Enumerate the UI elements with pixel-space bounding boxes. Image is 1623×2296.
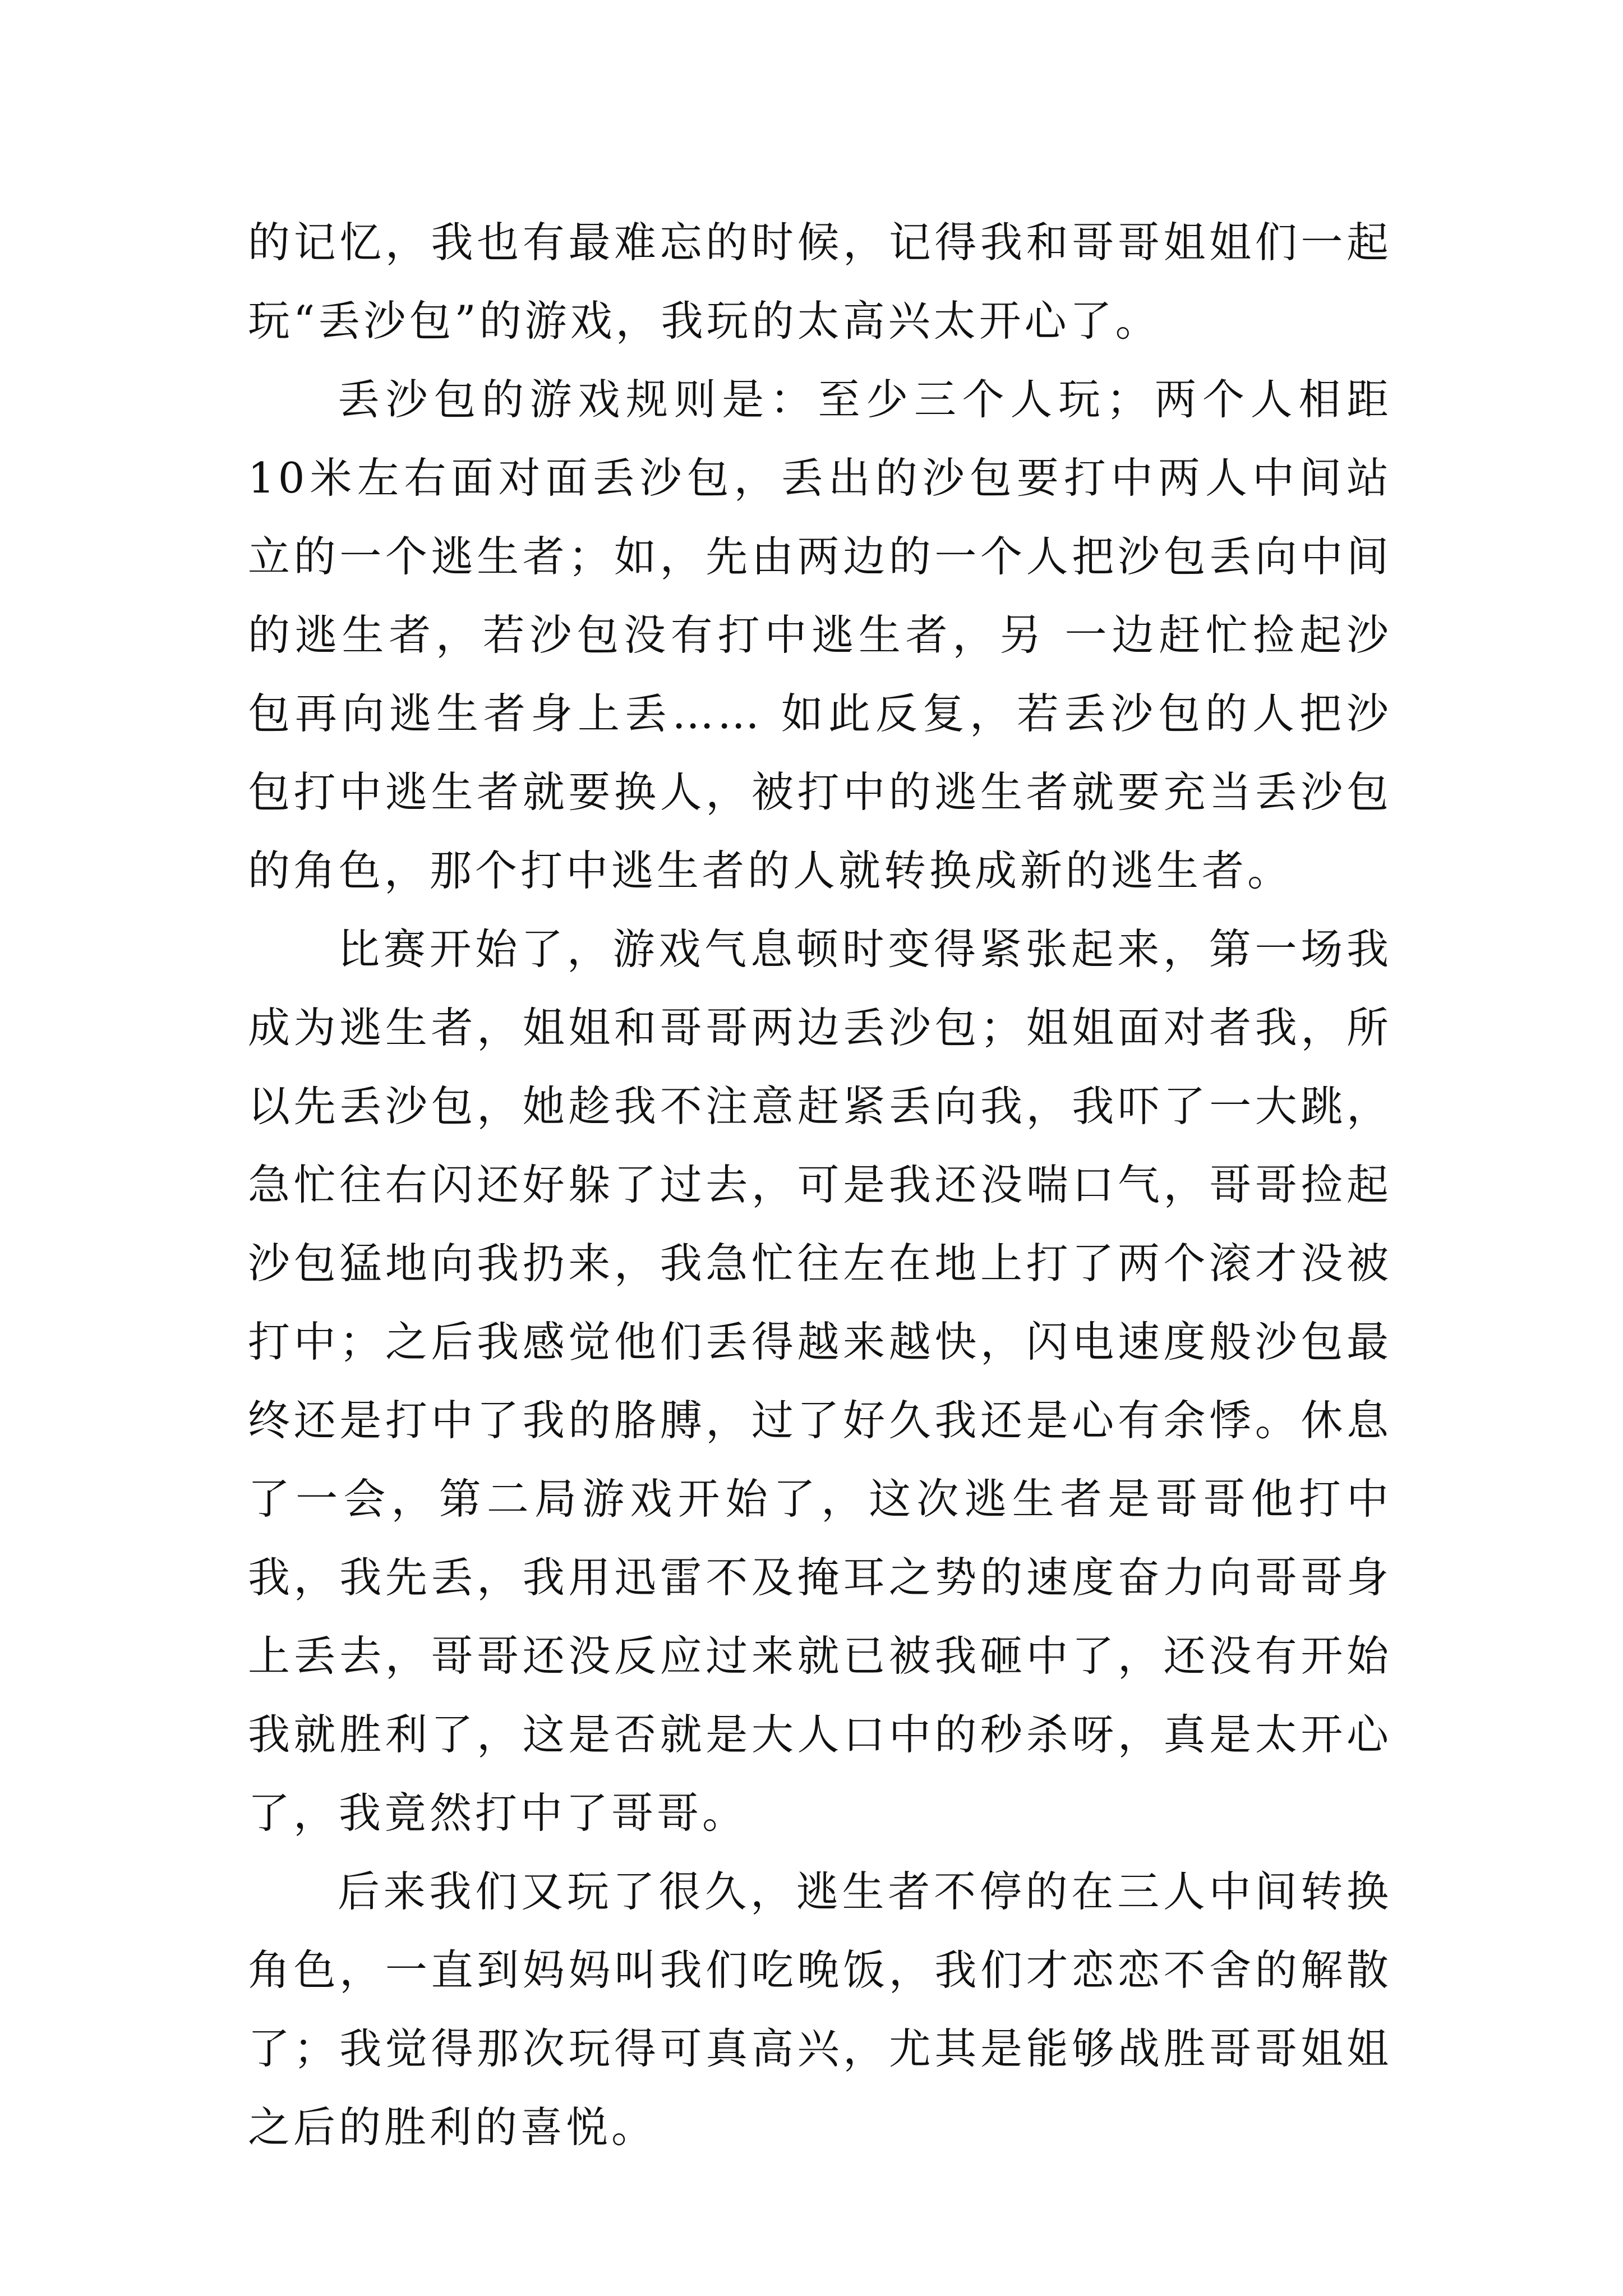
body-text xyxy=(248,203,1392,2166)
paragraph-4: 后来我们又玩了很久，逃生者不停的在三人中间转换角色，一直到妈妈叫我们吃晚饭，我们才恋恋不舍的解散了；我觉得那次玩得可真高兴，尤其是能够战胜哥哥姐姐之后的胜利的喜悦。 xyxy=(248,1867,1392,2152)
paragraph-2: 丢沙包的游戏规则是：至少三个人玩；两个人相距10米左右面对面丢沙包，丢出的沙包要打中两人中间站立的一个逃生者；如，先由两边的一个人把沙包丢向中间的逃生者，若沙包没有打中逃生者，另 一边赶忙捡起沙包再向逃生者身上丢…… 如此反复，若丢沙包的人把沙包打中逃生者就要换人，被打中的逃生者就要充当丢沙包的角色，那个打中逃生者的人就转换成新的逃生者。 xyxy=(248,375,1392,895)
paragraph-1: 的记忆，我也有最难忘的时候，记得我和哥哥姐姐们一起玩“丢沙包”的游戏，我玩的太高兴太开心了。 xyxy=(248,218,1392,346)
paragraph-3: 比赛开始了，游戏气息顿时变得紧张起来，第一场我成为逃生者，姐姐和哥哥两边丢沙包；姐姐面对者我，所以先丢沙包，她趁我不注意赶紧丢向我，我吓了一大跳，急忙往右闪还好躲了过去，可是我还没喘口气，哥哥捡起沙包猛地向我扔来，我急忙往左在地上打了两个滚才没被打中；之后我感觉他们丢得越来越快，闪电速度般沙包最终还是打中了我的胳膊，过了好久我还是心有余悸。休息了一会，第二局游戏开始了，这次逃生者是哥哥他打中我，我先丢，我用迅雷不及掩耳之势的速度奋力向哥哥身上丢去，哥哥还没反应过来就已被我砸中了，还没有开始我就胜利了，这是否就是大人口中的秒杀呀，真是太开心了，我竟然打中了哥哥。 xyxy=(248,924,1392,1838)
